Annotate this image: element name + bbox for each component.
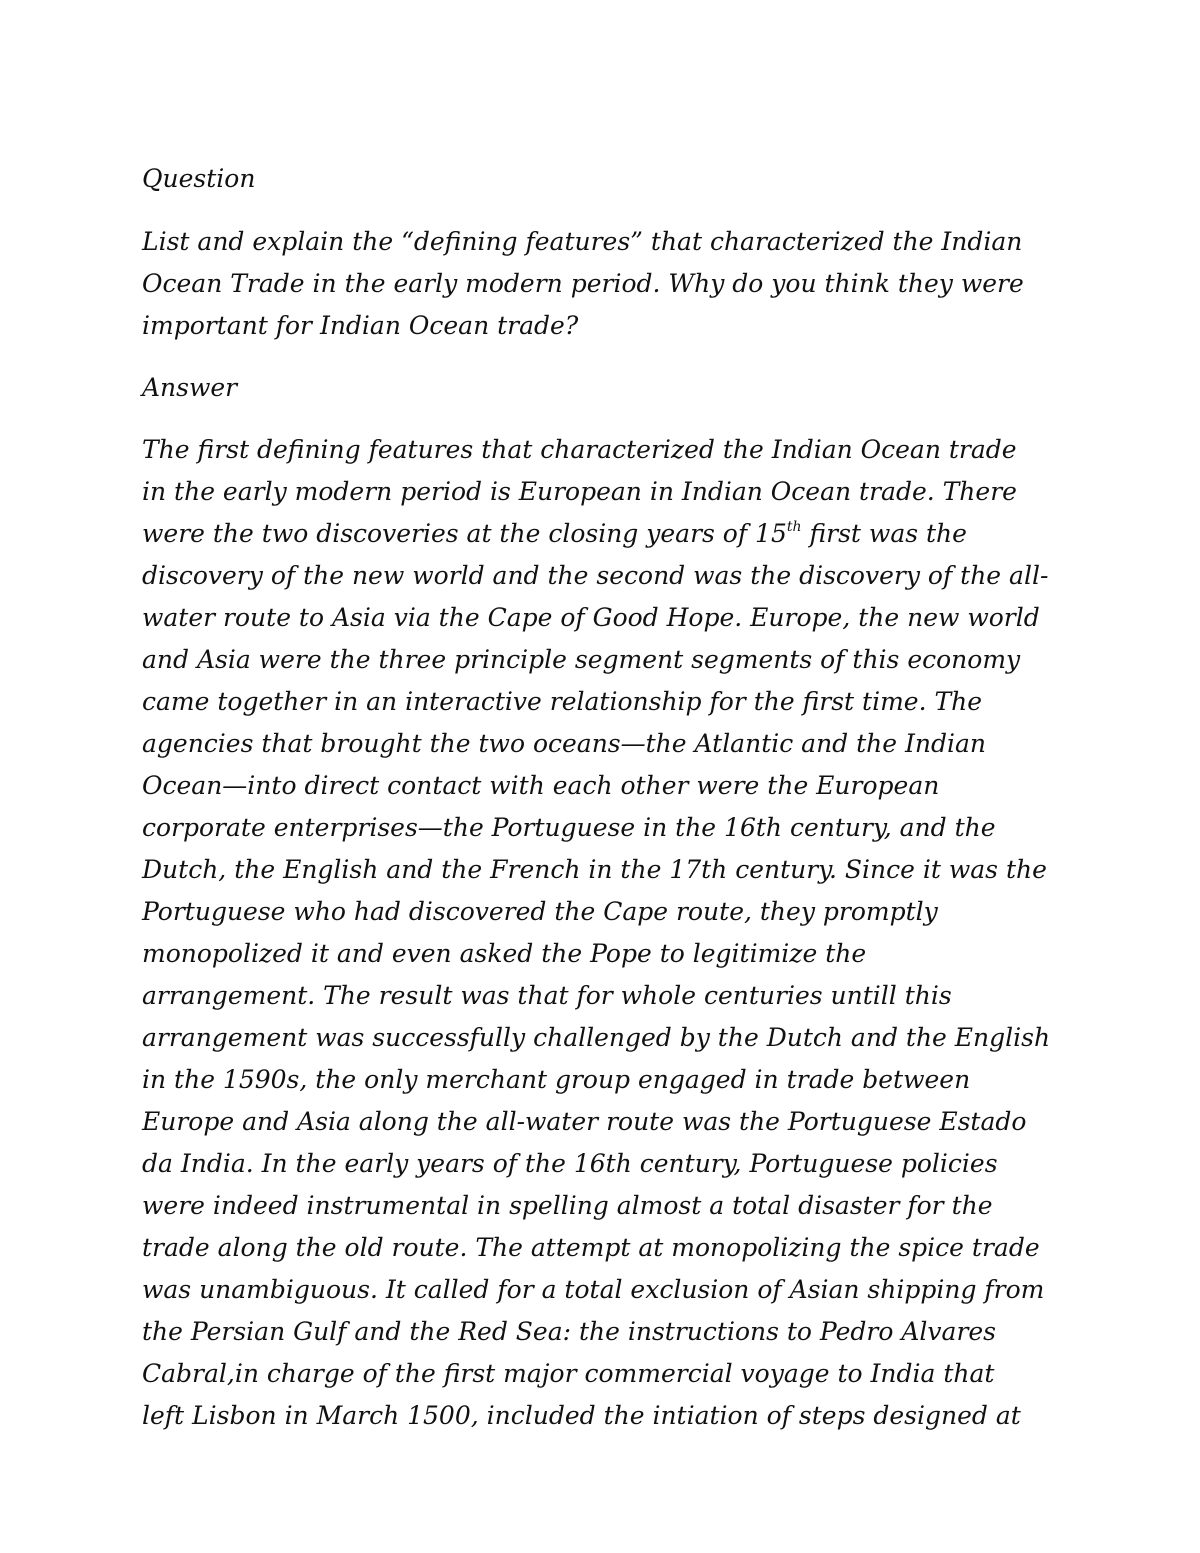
answer-text-line [142,518,967,550]
answer-text-line: monopolized it and even asked the Pope to legitimize the [142,939,867,968]
answer-text-line: the Persian Gulf and the Red Sea: the instructions to Pedro Alvares [142,1317,997,1346]
answer-text-line: discovery of the new world and the second was the discovery of the all- [142,561,1049,590]
answer-text-line: Ocean—into direct contact with each other were the European [142,771,940,800]
answer-text-line: da India. In the early years of the 16th century, Portuguese policies [142,1149,998,1178]
answer-text-line: agencies that brought the two oceans—the Atlantic and the Indian [142,729,987,758]
answer-text-line: and Asia were the three principle segment segments of this economy [142,645,1021,674]
ordinal-superscript: th [786,519,802,535]
answer-text-segment: were the two discoveries at the closing years of 15 [142,519,787,548]
answer-text-line: corporate enterprises—the Portuguese in the 16th century, and the [142,813,996,842]
answer-text-line: were indeed instrumental in spelling almost a total disaster for the [142,1191,993,1220]
answer-text-line: trade along the old route. The attempt at monopolizing the spice trade [142,1233,1040,1262]
question-heading: Question [142,164,256,193]
answer-text-line: arrangement. The result was that for whole centuries untill this [142,981,952,1010]
answer-text-line: left Lisbon in March 1500, included the intiation of steps designed at [142,1401,1021,1430]
answer-text-line: came together in an interactive relationship for the first time. The [142,687,983,716]
answer-text-line: Europe and Asia along the all-water route was the Portuguese Estado [142,1107,1027,1136]
answer-text-line: Portuguese who had discovered the Cape route, they promptly [142,897,938,926]
answer-text-line: Dutch, the English and the French in the 17th century. Since it was the [142,855,1047,884]
question-text-line: important for Indian Ocean trade? [142,311,579,340]
answer-text-line: Cabral,in charge of the first major commercial voyage to India that [142,1359,995,1388]
answer-heading: Answer [142,373,238,402]
answer-text-line: in the early modern period is European in Indian Ocean trade. There [142,477,1017,506]
answer-text-line: The first defining features that characterized the Indian Ocean trade [142,435,1017,464]
answer-text-segment: first was the [801,519,967,548]
answer-text-line: was unambiguous. It called for a total exclusion of Asian shipping from [142,1275,1045,1304]
answer-text-line: in the 1590s, the only merchant group engaged in trade between [142,1065,971,1094]
answer-text-line: arrangement was successfully challenged by the Dutch and the English [142,1023,1051,1052]
answer-text-line: water route to Asia via the Cape of Good Hope. Europe, the new world [142,603,1040,632]
question-text-line: Ocean Trade in the early modern period. Why do you think they were [142,269,1024,298]
question-text-line: List and explain the “defining features” that characterized the Indian [142,227,1023,256]
